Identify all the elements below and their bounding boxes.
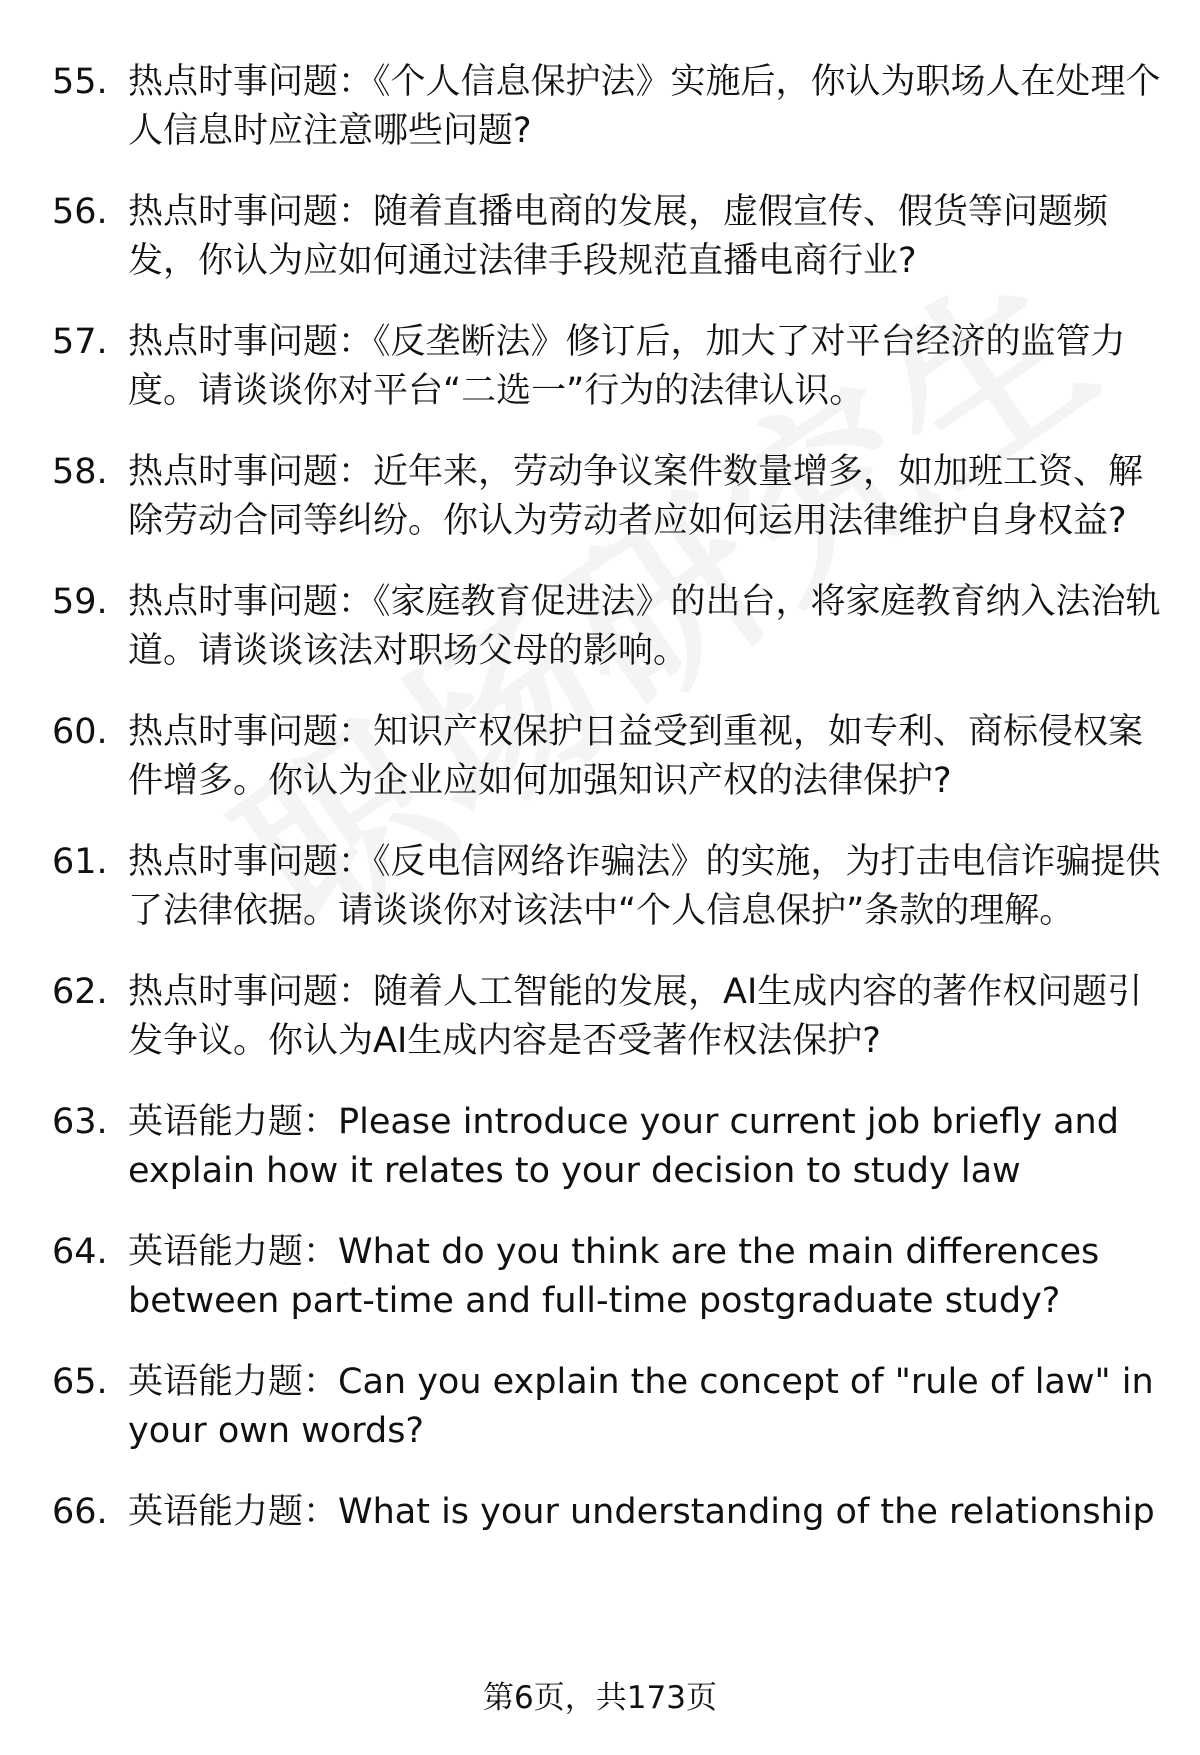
- question-text: 英语能力题：Please introduce your current job briefly and explain how it relates to your decision to study law: [128, 1102, 1119, 1191]
- question-number: 58.: [52, 452, 108, 492]
- question-text: 英语能力题：What is your understanding of the relationship: [128, 1492, 1155, 1532]
- question-item: [52, 838, 1162, 936]
- question-text: 热点时事问题：近年来，劳动争议案件数量增多，如加班工资、解除劳动合同等纠纷。你认为劳动者应如何运用法律维护自身权益?: [128, 452, 1144, 541]
- question-number: 55.: [52, 62, 108, 102]
- question-item: [52, 1488, 1162, 1537]
- question-number: 62.: [52, 972, 108, 1012]
- question-text: 热点时事问题：《个人信息保护法》实施后，你认为职场人在处理个人信息时应注意哪些问题?: [128, 62, 1161, 151]
- question-number: 59.: [52, 582, 108, 622]
- question-number: 63.: [52, 1102, 108, 1142]
- question-item: [52, 448, 1162, 546]
- question-number: 57.: [52, 322, 108, 362]
- question-text: 热点时事问题：知识产权保护日益受到重视，如专利、商标侵权案件增多。你认为企业应如何加强知识产权的法律保护?: [128, 712, 1144, 801]
- question-text: 热点时事问题：随着人工智能的发展，AI生成内容的著作权问题引发争议。你认为AI生成内容是否受著作权法保护?: [128, 972, 1143, 1061]
- question-number: 64.: [52, 1232, 108, 1272]
- question-number: 65.: [52, 1362, 108, 1402]
- question-item: [52, 1098, 1162, 1196]
- question-item: [52, 1228, 1162, 1326]
- question-item: [52, 1358, 1162, 1456]
- question-text: 热点时事问题：《反电信网络诈骗法》的实施，为打击电信诈骗提供了法律依据。请谈谈你对该法中“个人信息保护”条款的理解。: [128, 842, 1161, 931]
- question-item: [52, 968, 1162, 1066]
- question-text: 热点时事问题：随着直播电商的发展，虚假宣传、假货等问题频发，你认为应如何通过法律手段规范直播电商行业?: [128, 192, 1109, 281]
- question-item: [52, 708, 1162, 806]
- question-text: 英语能力题：Can you explain the concept of "rule of law" in your own words?: [128, 1362, 1154, 1451]
- question-text: 热点时事问题：《家庭教育促进法》的出台，将家庭教育纳入法治轨道。请谈谈该法对职场父母的影响。: [128, 582, 1161, 671]
- question-text: 热点时事问题：《反垄断法》修订后，加大了对平台经济的监管力度。请谈谈你对平台“二选一”行为的法律认识。: [128, 322, 1126, 411]
- question-number: 60.: [52, 712, 108, 752]
- question-item: [52, 58, 1162, 156]
- question-item: [52, 188, 1162, 286]
- question-item: [52, 578, 1162, 676]
- question-number: 61.: [52, 842, 108, 882]
- question-list: [52, 58, 1162, 1569]
- question-item: [52, 318, 1162, 416]
- question-number: 56.: [52, 192, 108, 232]
- question-number: 66.: [52, 1492, 108, 1532]
- question-text: 英语能力题：What do you think are the main differences between part-time and full-time postgraduate study?: [128, 1232, 1100, 1321]
- page-footer: 第6页，共173页: [483, 1680, 717, 1716]
